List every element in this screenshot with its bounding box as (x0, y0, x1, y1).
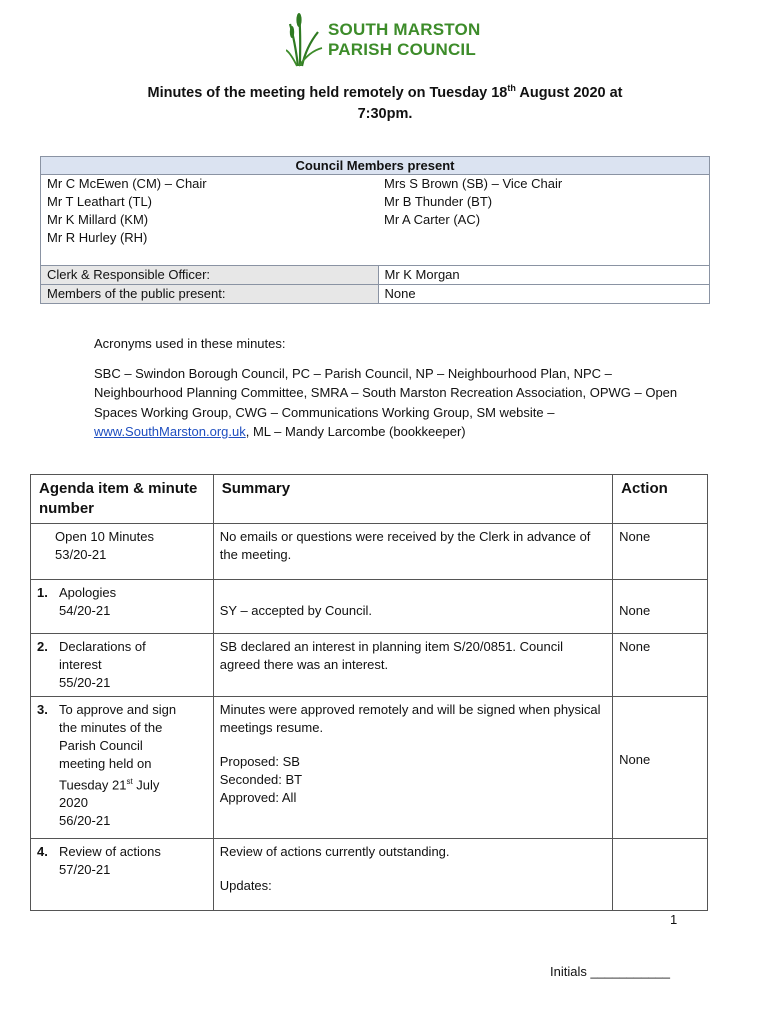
member-name: Mrs S Brown (SB) – Vice Chair (384, 176, 563, 191)
action-cell: None (613, 697, 708, 839)
summary-header: Summary (213, 475, 612, 524)
item-number: 4. (37, 844, 48, 859)
minute-number: 56/20-21 (59, 813, 111, 829)
table-row (31, 634, 708, 697)
acronyms-section (94, 334, 694, 452)
agenda-item (31, 580, 214, 634)
agenda-item-header: Agenda item & minute number (31, 475, 214, 524)
title-sup: th (507, 83, 516, 93)
public-value: None (378, 285, 710, 304)
action-cell: None (613, 524, 708, 580)
minute-number: 55/20-21 (59, 675, 111, 690)
agenda-item (31, 697, 214, 839)
table-row (31, 839, 708, 911)
agenda-item (31, 524, 214, 580)
member-name: Mr T Leathart (TL) (47, 194, 152, 209)
public-label: Members of the public present: (41, 285, 379, 304)
item-number: 3. (37, 702, 48, 717)
agenda-item-title: Apologies (59, 585, 117, 600)
title-post: August 2020 at (515, 84, 623, 101)
website-link[interactable]: www.SouthMarston.org.uk (94, 424, 246, 439)
agenda-item-title: Open 10 Minutes (55, 529, 155, 544)
agenda-item-title-pre: To approve and sign the minutes of the Parish Council meeting held on Tuesday 21 (59, 702, 177, 793)
table-row (31, 580, 708, 634)
item-number: 1. (37, 585, 48, 600)
acronyms-text-after: , ML – Mandy Larcombe (bookkeeper) (245, 424, 466, 439)
summary-text: SB declared an interest in planning item S/20/0851. Council agreed there was an interest. (219, 639, 564, 672)
clerk-label: Clerk & Responsible Officer: (41, 266, 379, 285)
summary-text: Review of actions currently outstanding. (219, 844, 450, 859)
agenda-table (30, 474, 708, 911)
logo-line-1: SOUTH MARSTON (328, 20, 481, 39)
page-number: 1 (670, 912, 678, 927)
acronyms-text (94, 364, 694, 442)
summary-text: SY – accepted by Council. (219, 603, 372, 618)
initials-line: Initials ___________ (550, 964, 670, 979)
reed-logo-icon (286, 10, 326, 68)
table-row (31, 524, 708, 580)
agenda-item-title (59, 701, 177, 812)
agenda-item-title: Review of actions (59, 844, 161, 859)
summary-cell (213, 524, 612, 580)
summary-cell (213, 634, 612, 697)
minute-number: 54/20-21 (59, 603, 111, 618)
members-right-column (378, 175, 710, 266)
member-name: Mr C McEwen (CM) – Chair (47, 176, 207, 191)
members-left-column (41, 175, 379, 266)
action-cell: None (613, 580, 708, 634)
agenda-item-title-post: July 2020 (59, 777, 160, 811)
agenda-item-sup: st (126, 777, 133, 786)
logo-line-2: PARISH COUNCIL (328, 40, 476, 59)
updates-text: Updates: (219, 878, 272, 893)
member-name: Mr K Millard (KM) (47, 212, 149, 227)
proposed-text: Proposed: SB (219, 754, 300, 769)
seconded-text: Seconded: BT (219, 772, 303, 787)
member-name: Mr B Thunder (BT) (384, 194, 493, 209)
agenda-item (31, 634, 214, 697)
summary-cell (213, 697, 612, 839)
item-number: 2. (37, 639, 48, 654)
member-name: Mr A Carter (AC) (384, 212, 481, 227)
minute-number: 53/20-21 (55, 547, 107, 562)
title-line-2: 7:30pm. (357, 105, 413, 122)
title-line-1 (147, 85, 622, 101)
members-table (40, 156, 710, 304)
agenda-header-row (31, 475, 708, 524)
member-name: Mr R Hurley (RH) (47, 230, 148, 245)
summary-text: No emails or questions were received by the Clerk in advance of the meeting. (219, 529, 591, 562)
summary-cell (213, 580, 612, 634)
clerk-value: Mr K Morgan (378, 266, 710, 285)
acronyms-heading: Acronyms used in these minutes: (94, 336, 286, 351)
action-header: Action (613, 475, 708, 524)
agenda-item (31, 839, 214, 911)
title-pre: Minutes of the meeting held remotely on Tuesday 18 (147, 84, 508, 101)
table-row (31, 697, 708, 839)
acronyms-text-before: SBC – Swindon Borough Council, PC – Parish Council, NP – Neighbourhood Plan, NPC – Neighbourhood Planning Committee, SMRA – South Marston Recreation Association, OPWG – Open Spaces Working Group, CWG – Communications Working Group, SM website – (94, 365, 678, 420)
council-logo (286, 10, 486, 68)
summary-text: Minutes were approved remotely and will be signed when physical meetings resume. (219, 702, 601, 735)
page-title (0, 78, 770, 125)
approved-text: Approved: All (219, 790, 297, 805)
action-cell (613, 839, 708, 911)
minute-number: 57/20-21 (59, 862, 111, 877)
summary-cell (213, 839, 612, 911)
agenda-item-title: Declarations of interest (59, 639, 146, 672)
action-cell: None (613, 634, 708, 697)
logo-text (328, 20, 480, 60)
members-header: Council Members present (41, 157, 710, 175)
